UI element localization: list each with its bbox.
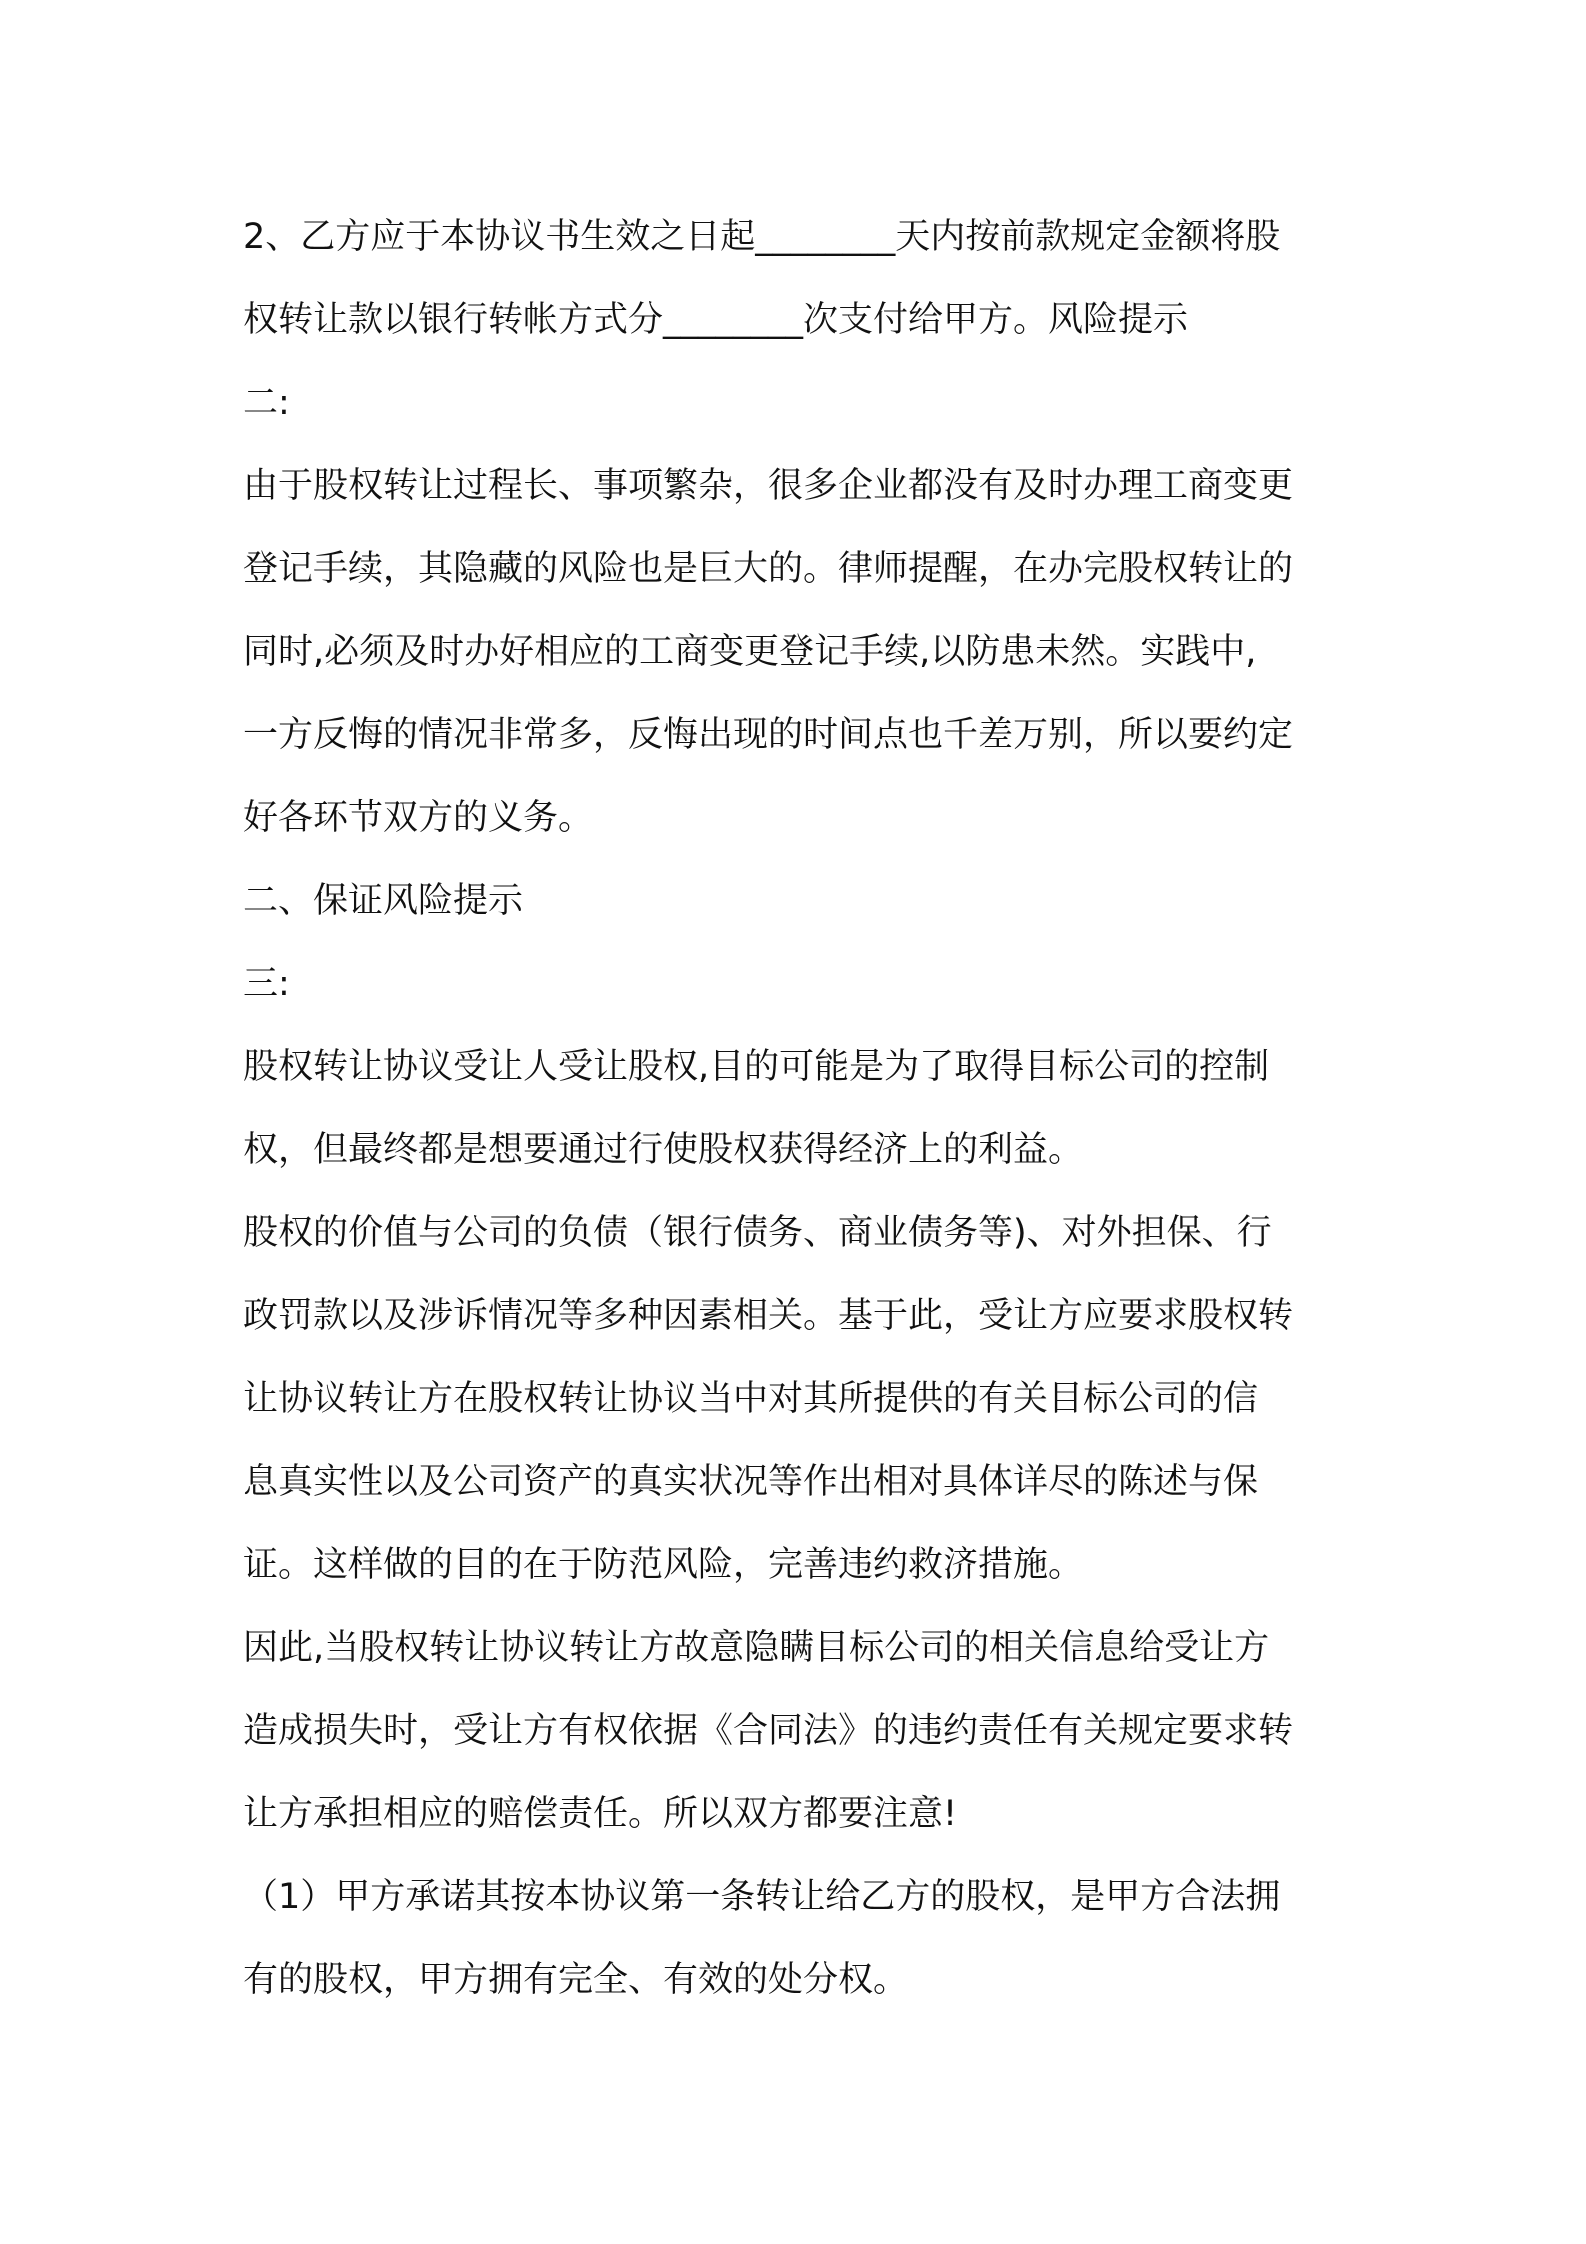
text-line: 股权的价值与公司的负债（银行债务、商业债务等)、对外担保、行	[243, 1213, 1272, 1253]
text-line: （1）甲方承诺其按本协议第一条转让给乙方的股权，是甲方合法拥	[243, 1877, 1281, 1917]
text-line: 由于股权转让过程长、事项繁杂，很多企业都没有及时办理工商变更	[243, 466, 1294, 506]
section-label: 三:	[243, 964, 290, 1004]
text-line: 让方承担相应的赔偿责任。所以双方都要注意!	[243, 1794, 958, 1834]
text-line: 证。这样做的目的在于防范风险，完善违约救济措施。	[243, 1545, 1084, 1585]
document-body	[243, 196, 1363, 2022]
text-line: 权，但最终都是想要通过行使股权获得经济上的利益。	[243, 1130, 1084, 1170]
section-heading: 二、保证风险提示	[243, 881, 524, 921]
text-line: 权转让款以银行转帐方式分________次支付给甲方。风险提示	[243, 300, 1189, 340]
text-line: 息真实性以及公司资产的真实状况等作出相对具体详尽的陈述与保	[243, 1462, 1259, 1502]
text-line: 造成损失时，受让方有权依据《合同法》的违约责任有关规定要求转	[243, 1711, 1294, 1751]
text-line: 股权转让协议受让人受让股权,目的可能是为了取得目标公司的控制	[243, 1047, 1270, 1087]
text-line: 因此,当股权转让协议转让方故意隐瞒目标公司的相关信息给受让方	[243, 1628, 1270, 1668]
text-line: 2、乙方应于本协议书生效之日起________天内按前款规定金额将股	[243, 217, 1281, 257]
text-line: 登记手续，其隐藏的风险也是巨大的。律师提醒，在办完股权转让的	[243, 549, 1294, 589]
section-label: 二:	[243, 383, 290, 423]
text-line: 一方反悔的情况非常多，反悔出现的时间点也千差万别，所以要约定	[243, 715, 1294, 755]
text-line: 好各环节双方的义务。	[243, 798, 594, 838]
text-line: 有的股权，甲方拥有完全、有效的处分权。	[243, 1960, 909, 2000]
text-line: 同时,必须及时办好相应的工商变更登记手续,以防患未然。实践中,	[243, 632, 1257, 672]
text-line: 政罚款以及涉诉情况等多种因素相关。基于此，受让方应要求股权转	[243, 1296, 1294, 1336]
text-line: 让协议转让方在股权转让协议当中对其所提供的有关目标公司的信	[243, 1379, 1259, 1419]
